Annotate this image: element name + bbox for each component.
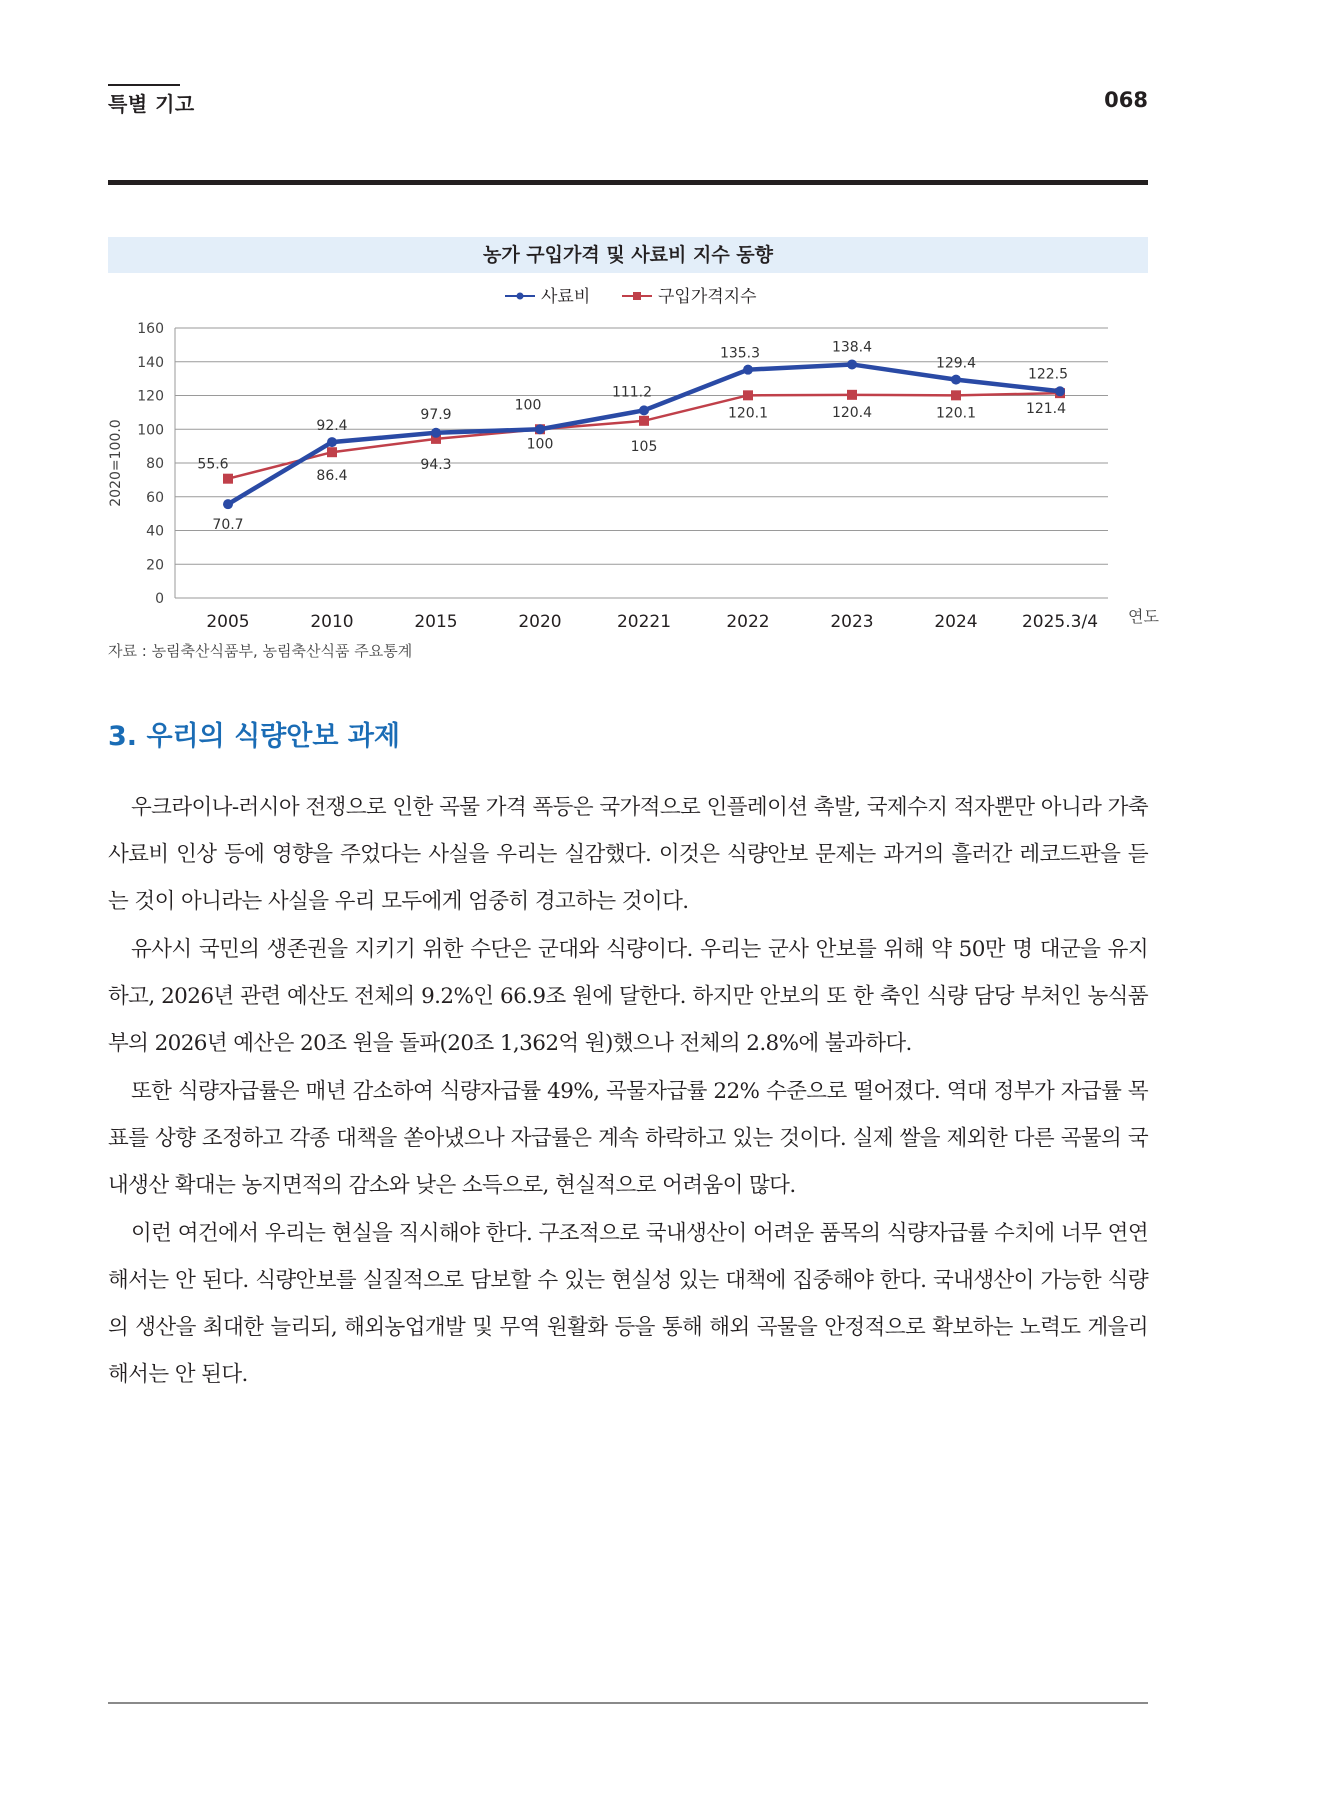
chart-source-note: 자료 : 농림축산식품부, 농림축산식품 주요통계 [108, 642, 413, 660]
data-point-feed-cost [535, 424, 545, 434]
data-point-purchase-index [639, 416, 649, 426]
paragraph-1: 우크라이나-러시아 전쟁으로 인한 곡물 가격 폭등은 국가적으로 인플레이션 촉발, 국제수지 적자뿐만 아니라 가축 사료비 인상 등에 영향을 주었다는 사실을 우리는 실감했다. 이것은 식량안보 문제는 과거의 흘러간 레코드판을 듣는 것이 아니라는 사실을 우리 모두에게 엄중히 경고하는 것이다. [108, 795, 1148, 914]
y-tick-label: 140 [137, 354, 164, 371]
x-tick-label: 2022 [726, 612, 770, 632]
data-label-purchase-index: 55.6 [197, 456, 229, 473]
legend-marker [633, 292, 641, 300]
x-tick-label: 2015 [414, 612, 458, 632]
data-point-purchase-index [327, 447, 337, 457]
x-tick-label: 2023 [830, 612, 874, 632]
chart-title: 농가 구입가격 및 사료비 지수 동향 [108, 237, 1148, 273]
data-point-purchase-index [951, 390, 961, 400]
data-point-feed-cost [639, 405, 649, 415]
x-tick-label: 2025.3/4 [1021, 612, 1099, 632]
data-label-purchase-index: 105 [630, 438, 658, 455]
y-axis-title: 2020=100.0 [108, 419, 124, 507]
paragraph-4: 이런 여건에서 우리는 현실을 직시해야 한다. 구조적으로 국내생산이 어려운 품목의 식량자급률 수치에 너무 연연해서는 안 된다. 식량안보를 실질적으로 담보할 수 있는 현실성 있는 대책에 집중해야 한다. 국내생산이 가능한 식량의 생산을 최대한 늘리되, 해외농업개발 및 무역 원활화 등을 통해 해외 곡물을 안정적으로 확보하는 노력도 게을리해서는 안 된다. [108, 1221, 1148, 1387]
data-label-feed-cost: 135.3 [719, 345, 761, 362]
data-label-purchase-index: 120.4 [831, 404, 873, 421]
data-point-purchase-index [847, 390, 857, 400]
data-point-feed-cost [1055, 386, 1065, 396]
body-text [108, 784, 1148, 1399]
data-label-feed-cost: 70.7 [212, 517, 244, 534]
data-point-purchase-index [743, 390, 753, 400]
data-label-feed-cost: 129.4 [935, 355, 977, 372]
section-label: 특별 기고 [108, 92, 195, 116]
section-heading: 3. 우리의 식량안보 과제 [108, 721, 400, 752]
data-point-feed-cost [951, 375, 961, 385]
data-label-feed-cost: 92.4 [316, 418, 348, 435]
data-label-feed-cost: 100 [514, 397, 542, 414]
x-tick-label: 2020 [518, 612, 562, 632]
x-tick-label: 2005 [206, 612, 250, 632]
data-point-purchase-index [223, 474, 233, 484]
y-tick-label: 20 [146, 557, 164, 574]
data-label-purchase-index: 120.1 [935, 405, 977, 422]
data-point-feed-cost [431, 428, 441, 438]
y-tick-label: 100 [137, 422, 164, 439]
x-tick-label: 20221 [616, 612, 672, 632]
legend-label: 사료비 [541, 287, 591, 307]
data-label-purchase-index: 121.4 [1025, 401, 1067, 418]
y-tick-label: 80 [146, 456, 164, 472]
y-tick-label: 40 [146, 523, 164, 540]
data-label-feed-cost: 111.2 [611, 384, 653, 401]
footer-rule [108, 1702, 1148, 1704]
legend-marker [517, 293, 524, 300]
line-chart [0, 0, 1331, 640]
data-point-feed-cost [223, 499, 233, 509]
data-label-purchase-index: 94.3 [420, 456, 452, 473]
data-label-feed-cost: 97.9 [420, 406, 452, 423]
data-label-purchase-index: 120.1 [727, 405, 769, 422]
y-tick-label: 120 [137, 388, 164, 405]
paragraph-3: 또한 식량자급률은 매년 감소하여 식량자급률 49%, 곡물자급률 22% 수준으로 떨어졌다. 역대 정부가 자급률 목표를 상향 조정하고 각종 대책을 쏟아냈으나 자급률은 계속 하락하고 있는 것이다. 실제 쌀을 제외한 다른 곡물의 국내생산 확대는 농지면적의 감소와 낮은 소득으로, 현실적으로 어려움이 많다. [108, 1079, 1148, 1198]
data-point-feed-cost [327, 437, 337, 447]
y-tick-label: 160 [137, 321, 164, 337]
data-label-feed-cost: 138.4 [831, 339, 873, 356]
x-axis-title: 연도 [1128, 607, 1159, 626]
data-label-purchase-index: 100 [526, 436, 554, 453]
x-tick-label: 2024 [934, 612, 978, 632]
page-number: 068 [1104, 88, 1148, 112]
paragraph-2: 유사시 국민의 생존권을 지키기 위한 수단은 군대와 식량이다. 우리는 군사 안보를 위해 약 50만 명 대군을 유지하고, 2026년 관련 예산도 전체의 9.2%인 66.9조 원에 달한다. 하지만 안보의 또 한 축인 식량 담당 부처인 농식품부의 2026년 예산은 20조 원을 돌파(20조 1,362억 원)했으나 전체의 2.8%에 불과하다. [108, 937, 1148, 1056]
x-tick-label: 2010 [310, 612, 354, 632]
data-label-feed-cost: 122.5 [1027, 366, 1069, 383]
data-label-purchase-index: 86.4 [316, 468, 348, 485]
data-point-feed-cost [847, 359, 857, 369]
legend-label: 구입가격지수 [658, 287, 757, 307]
y-tick-label: 60 [146, 489, 164, 506]
data-point-feed-cost [743, 365, 753, 375]
y-tick-label: 0 [155, 591, 164, 607]
